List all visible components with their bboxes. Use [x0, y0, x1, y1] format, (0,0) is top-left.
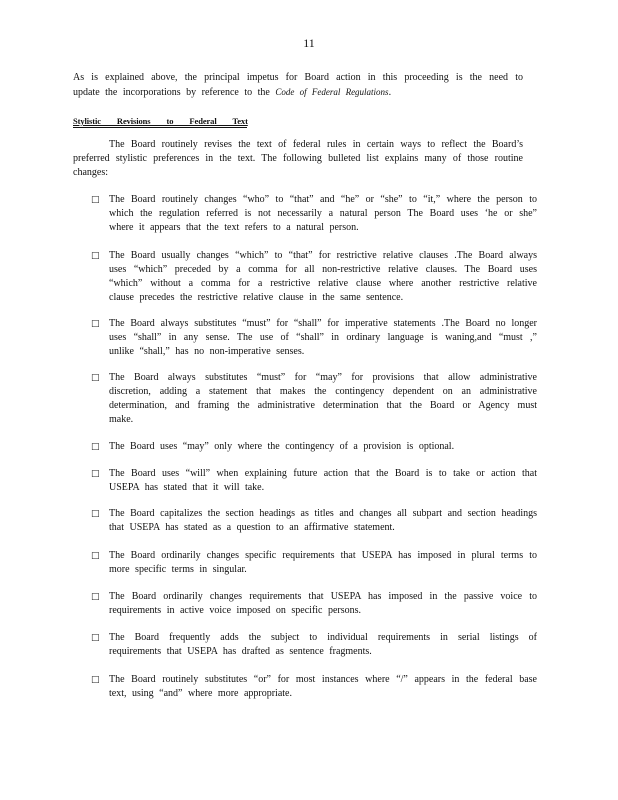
bullet-text: The Board always substitutes “must” for “shall” for imperative statements .The Board no longer uses “shall” in any sense. The use of “shall” in ordinary language is waning,and “must ,” unlike “shall,” has no non-imperative senses.	[109, 318, 537, 357]
bullet-marker: □	[91, 551, 100, 561]
bullet-text: The Board uses “will” when explaining future action that the Board is to take or action that USEPA has stated that it will take.	[109, 468, 537, 493]
bullet-text: The Board ordinarily changes specific requirements that USEPA has imposed in plural terms to more specific terms in singular.	[109, 550, 537, 575]
section-heading-rule	[73, 127, 247, 128]
bullet-text: The Board always substitutes “must” for “may” for provisions that allow administrative discretion, adding a statement that makes the contingency dependent on an administrative determination, and framing the administrative determination that the Board or Agency must make.	[109, 372, 537, 425]
bullet-marker: □	[91, 469, 100, 479]
bullet-marker: □	[91, 675, 100, 685]
bullet-marker: □	[91, 373, 100, 383]
bullet-marker: □	[91, 319, 100, 329]
bullet-marker: □	[91, 251, 100, 261]
bullet-text: The Board usually changes “which” to “that” for restrictive relative clauses .The Board always uses “which” preceded by a comma for all non-restrictive relative clauses. The Board uses “which” without a comma for a restrictive relative clause where another restrictive relative clause precedes the restrictive relative clause in the same sentence.	[109, 250, 537, 303]
bullet-marker: □	[91, 633, 100, 643]
intro-end: .	[388, 87, 392, 98]
bullet-marker: □	[91, 509, 100, 519]
bullet-marker: □	[91, 592, 100, 602]
section-heading: Stylistic Revisions to Federal Text	[73, 116, 248, 126]
bullet-marker: □	[91, 442, 100, 452]
bullet-text: The Board frequently adds the subject to individual requirements in serial listings of requirements that USEPA has drafted as sentence fragments.	[109, 632, 537, 657]
bullet-marker: □	[91, 195, 100, 205]
bullet-text: The Board capitalizes the section headings as titles and changes all subpart and section headings that USEPA has stated as a question to an affirmative statement.	[109, 508, 537, 533]
bullet-text: The Board routinely substitutes “or” for most instances where “/” appears in the federal base text, using “and” where more appropriate.	[109, 674, 537, 699]
bullet-text: The Board uses “may” only where the contingency of a provision is optional.	[109, 441, 455, 452]
bullet-text: The Board routinely changes “who” to “that” and “he” or “she” to “it,” where the person to which the regulation referred is not necessarily a natural person The Board uses ‘he or she” where it appears that the text refers to a natural person.	[109, 194, 537, 233]
intro-citation: Code of Federal Regulations	[275, 87, 389, 97]
bullet-text: The Board ordinarily changes requirements that USEPA has imposed in the passive voice to requirements in active voice imposed on specific persons.	[109, 591, 537, 616]
intro-text: As is explained above, the principal impetus for Board action in this proceeding is the need to update the incorporations by reference to the	[73, 72, 523, 98]
page-number: 11	[303, 36, 315, 50]
lead-paragraph: The Board routinely revises the text of federal rules in certain ways to reflect the Board’s preferred stylistic preferences in the text. The following bulleted list explains many of those routine changes:	[73, 139, 523, 178]
intro-paragraph	[73, 71, 523, 100]
